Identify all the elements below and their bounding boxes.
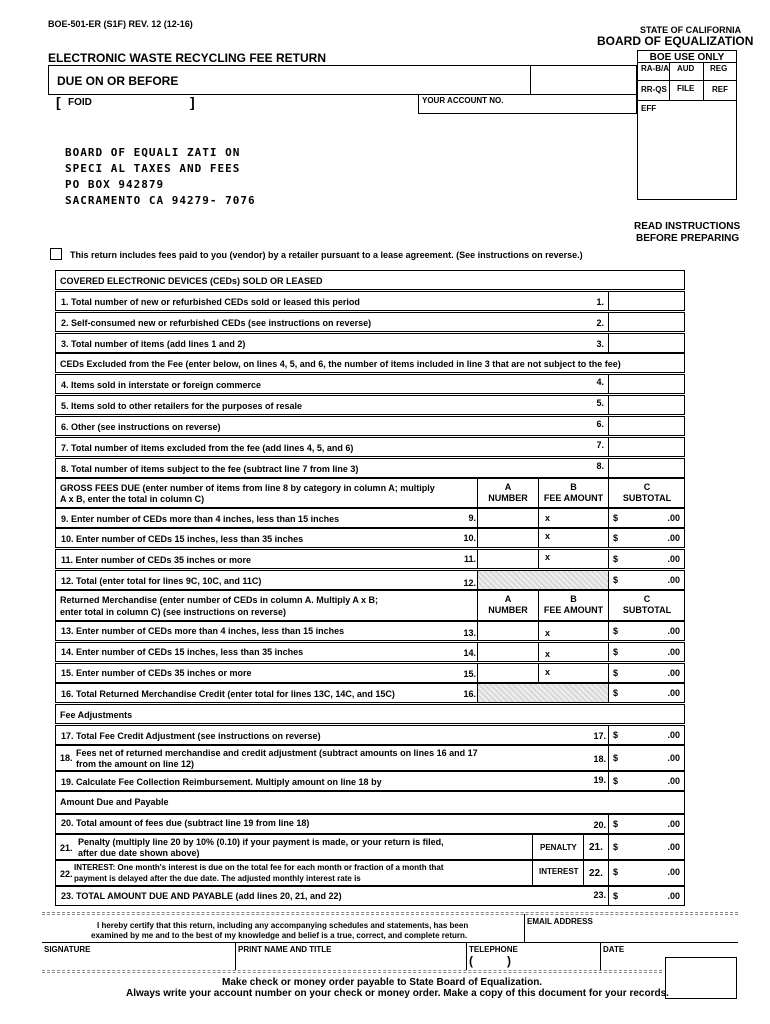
gross-header-rest: (enter number of items from line 8 by category in column A; multiply xyxy=(140,483,435,493)
line-14c-input[interactable] xyxy=(608,642,685,662)
line-16-amount: .00 xyxy=(667,688,680,698)
line-10-amount: .00 xyxy=(667,533,680,543)
lease-checkbox[interactable] xyxy=(50,248,62,260)
line-9-row xyxy=(55,508,478,528)
line-23-dollar: $ xyxy=(613,891,619,901)
line-8-row xyxy=(55,458,609,478)
gross-header-line2: A x B, enter the total in column C) xyxy=(60,494,205,504)
line-18-amount: .00 xyxy=(667,753,680,763)
line-15-text: 15. Enter number of CEDs 35 inches or more xyxy=(61,668,252,678)
line-21-input[interactable] xyxy=(608,834,685,860)
line-13-amount: .00 xyxy=(667,626,680,636)
line-15-x: x xyxy=(545,667,551,677)
phone-close-paren: ) xyxy=(507,954,511,968)
boe-cell-aud: AUD xyxy=(677,64,695,73)
returned-header-line2: enter total in column C) (see instructions on reverse) xyxy=(60,607,287,617)
line-19-amount: .00 xyxy=(667,776,680,786)
line-20-input[interactable] xyxy=(608,814,685,834)
footer-line1: Make check or money order payable to State Board of Equalization. xyxy=(222,977,543,988)
line-16-num: 16. xyxy=(463,689,476,699)
line-12-shaded xyxy=(477,570,609,590)
line-7-num: 7. xyxy=(596,440,604,450)
line-18-num: 18. xyxy=(593,754,606,764)
line-13a-input[interactable] xyxy=(477,621,539,641)
line-15b-cell xyxy=(538,663,609,683)
line-18-line1: Fees net of returned merchandise and credit adjustment (subtract amounts on lines 16 and 17 xyxy=(76,748,478,758)
line-18-line2: from the amount on line 12) xyxy=(76,759,195,769)
line-16c-input[interactable] xyxy=(608,683,685,703)
line-1-num: 1. xyxy=(596,297,604,307)
address-line-2: SPECI AL TAXES AND FEES xyxy=(65,162,241,175)
boe-cell-rrqs: RR-QS xyxy=(641,85,667,94)
email-label: EMAIL ADDRESS xyxy=(527,917,593,926)
line-17-input[interactable] xyxy=(608,725,685,745)
covered-header: COVERED ELECTRONIC DEVICES (CEDs) SOLD OR LEASED xyxy=(60,276,323,286)
line-12-num: 12. xyxy=(463,578,476,588)
line-3-num: 3. xyxy=(596,339,604,349)
line-22-row xyxy=(55,860,533,886)
address-line-4: SACRAMENTO CA 94279- 7076 xyxy=(65,194,256,207)
line-1-input[interactable] xyxy=(608,291,685,311)
line-11-x: x xyxy=(545,552,551,562)
excluded-header: CEDs Excluded from the Fee (enter below, on lines 4, 5, and 6, the number of items included in line 3 that are not subject to the fee) xyxy=(60,359,621,369)
interest-rate-cell[interactable] xyxy=(532,860,584,886)
returned-header-line1: Returned Merchandise (enter number of CEDs in column A. Multiply A x B; xyxy=(60,595,379,605)
line-12c-input[interactable] xyxy=(608,570,685,590)
line-13-x: x xyxy=(545,628,551,638)
line-1-row xyxy=(55,291,609,311)
line-11-dollar: $ xyxy=(613,554,619,564)
interest-label: INTEREST xyxy=(539,867,579,876)
form-id: BOE-501-ER (S1F) REV. 12 (12-16) xyxy=(48,19,193,29)
line-11c-input[interactable] xyxy=(608,549,685,569)
phone-open-paren: ( xyxy=(469,954,473,968)
amount-due-header: Amount Due and Payable xyxy=(60,797,169,807)
telephone-field[interactable] xyxy=(476,954,600,970)
line-17-amount: .00 xyxy=(667,730,680,740)
gross-col-b-letter: B xyxy=(570,482,577,492)
line-19-dollar: $ xyxy=(613,776,619,786)
penalty-label: PENALTY xyxy=(540,843,577,852)
line-14-x: x xyxy=(545,649,551,659)
line-14a-input[interactable] xyxy=(477,642,539,662)
line-22-amount: .00 xyxy=(667,867,680,877)
line-10-dollar: $ xyxy=(613,533,619,543)
line-11a-input[interactable] xyxy=(477,549,539,569)
telephone-label: TELEPHONE xyxy=(469,945,518,954)
line-9-dollar: $ xyxy=(613,513,619,523)
line-10a-input[interactable] xyxy=(477,528,539,548)
line-10-x: x xyxy=(545,531,551,541)
email-field[interactable] xyxy=(524,926,736,942)
line-14-num: 14. xyxy=(463,648,476,658)
read-instructions-1: READ INSTRUCTIONS xyxy=(634,221,741,232)
line-20-dollar: $ xyxy=(613,819,619,829)
line-5-input[interactable] xyxy=(608,395,685,415)
line-23-row xyxy=(55,886,609,906)
line-15-dollar: $ xyxy=(613,668,619,678)
line-16-shaded xyxy=(477,683,609,703)
gross-col-c-label: SUBTOTAL xyxy=(622,493,672,503)
gross-col-a-label: NUMBER xyxy=(488,493,528,503)
line-4-input[interactable] xyxy=(608,374,685,394)
line-3-row xyxy=(55,333,609,353)
line-2-num: 2. xyxy=(596,318,604,328)
line-8-num: 8. xyxy=(596,461,604,471)
line-18-dollar: $ xyxy=(613,753,619,763)
returned-col-b-label: FEE AMOUNT xyxy=(543,605,604,615)
gross-col-a-letter: A xyxy=(504,482,512,492)
line-4-row xyxy=(55,374,609,394)
line-21-num: 21. xyxy=(589,842,603,853)
account-number-field[interactable] xyxy=(418,94,637,114)
signature-field[interactable] xyxy=(42,954,235,970)
line-6-row xyxy=(55,416,609,436)
line-19-row xyxy=(55,771,609,791)
gross-col-c-letter: C xyxy=(643,482,651,492)
stamp-box xyxy=(665,957,737,999)
line-6-input[interactable] xyxy=(608,416,685,436)
gross-header-line1 xyxy=(60,483,435,493)
line-2-text: 2. Self-consumed new or refurbished CEDs (see instructions on reverse) xyxy=(61,318,372,328)
line-7-input[interactable] xyxy=(608,437,685,457)
returned-col-c-letter: C xyxy=(643,594,651,604)
line-23-amount: .00 xyxy=(667,891,680,901)
line-9a-input[interactable] xyxy=(477,508,539,528)
line-4-num: 4. xyxy=(596,377,604,387)
line-12-text: 12. Total (enter total for lines 9C, 10C, and 11C) xyxy=(61,576,262,586)
line-9b-cell xyxy=(538,508,609,528)
print-name-field[interactable] xyxy=(236,954,466,970)
line-6-text: 6. Other (see instructions on reverse) xyxy=(61,422,221,432)
due-date-field[interactable] xyxy=(530,65,637,95)
date-label: DATE xyxy=(603,945,625,954)
line-13b-cell xyxy=(538,621,609,641)
lease-note: This return includes fees paid to you (vendor) by a retailer pursuant to a lease agreement. (See instructions on reverse.) xyxy=(70,250,583,260)
boe-cell-eff: EFF xyxy=(641,104,657,113)
agency-name: BOARD OF EQUALIZATION xyxy=(597,34,754,48)
covered-header-row xyxy=(55,270,685,290)
line-22-dollar: $ xyxy=(613,867,619,877)
line-20-num: 20. xyxy=(593,820,606,830)
line-23-input[interactable] xyxy=(608,886,685,906)
state-label: STATE OF CALIFORNIA xyxy=(640,25,742,35)
address-line-1: BOARD OF EQUALI ZATI ON xyxy=(65,146,241,159)
line-22-line2: payment is delayed after the due date. The adjusted monthly interest rate is xyxy=(74,874,361,883)
line-17-dollar: $ xyxy=(613,730,619,740)
line-18-row xyxy=(55,745,609,771)
line-14-text: 14. Enter number of CEDs 15 inches, less than 35 inches xyxy=(61,647,304,657)
line-19-num: 19. xyxy=(593,775,606,785)
line-5-num: 5. xyxy=(596,398,604,408)
line-10-row xyxy=(55,528,478,548)
line-14-amount: .00 xyxy=(667,647,680,657)
bracket-close: ] xyxy=(190,94,195,110)
line-9c-input[interactable] xyxy=(608,508,685,528)
line-16-dollar: $ xyxy=(613,688,619,698)
line-9-text: 9. Enter number of CEDs more than 4 inches, less than 15 inches xyxy=(61,514,340,524)
line-2-row xyxy=(55,312,609,332)
boe-cell-file: FILE xyxy=(677,84,695,93)
due-label: DUE ON OR BEFORE xyxy=(57,74,179,88)
line-12-row xyxy=(55,570,478,590)
read-instructions-2: BEFORE PREPARING xyxy=(636,233,740,244)
line-5-row xyxy=(55,395,609,415)
line-17-num: 17. xyxy=(593,731,606,741)
line-21-dollar: $ xyxy=(613,842,619,852)
line-4-text: 4. Items sold in interstate or foreign commerce xyxy=(61,380,262,390)
foid-label: FOID xyxy=(68,97,92,108)
line-10b-cell xyxy=(538,528,609,548)
line-11-text: 11. Enter number of CEDs 35 inches or more xyxy=(61,555,252,565)
boe-use-title: BOE USE ONLY xyxy=(649,52,725,63)
line-7-row xyxy=(55,437,609,457)
gross-col-b-label: FEE AMOUNT xyxy=(543,493,604,503)
line-13-row xyxy=(55,621,478,641)
line-13-dollar: $ xyxy=(613,626,619,636)
line-21-line2: after due date shown above) xyxy=(78,848,200,858)
bracket-open: [ xyxy=(56,94,61,110)
line-11b-cell xyxy=(538,549,609,569)
line-8-input[interactable] xyxy=(608,458,685,478)
line-2-input[interactable] xyxy=(608,312,685,332)
account-label: YOUR ACCOUNT NO. xyxy=(422,96,504,105)
returned-col-c-label: SUBTOTAL xyxy=(622,605,672,615)
certify-line2: examined by me and to the best of my knowledge and belief is a true, correct, and complete return. xyxy=(91,931,468,940)
line-20-row xyxy=(55,814,609,834)
footer-line2: Always write your account number on your check or money order. Make a copy of this document for your records. xyxy=(126,988,669,999)
line-18-pre: 18. xyxy=(60,753,73,763)
certify-line1: I hereby certify that this return, including any accompanying schedules and statements, has been xyxy=(97,921,469,930)
line-14-row xyxy=(55,642,478,662)
excluded-header-row xyxy=(55,353,685,373)
line-1-text: 1. Total number of new or refurbished CEDs sold or leased this period xyxy=(61,297,360,307)
line-21-pre: 21. xyxy=(60,843,73,853)
line-19-input[interactable] xyxy=(608,771,685,791)
line-15-num: 15. xyxy=(463,669,476,679)
line-22-input[interactable] xyxy=(608,860,685,886)
gross-header-bold: GROSS FEES DUE xyxy=(60,483,141,493)
date-field[interactable] xyxy=(601,954,659,970)
address-line-3: PO BOX 942879 xyxy=(65,178,165,191)
line-16-text: 16. Total Returned Merchandise Credit (enter total for lines 13C, 14C, and 15C) xyxy=(61,689,395,699)
line-22-line1: INTEREST: One month's interest is due on the total fee for each month or fraction of a month that xyxy=(74,863,444,872)
penalty-rate-cell xyxy=(532,834,584,860)
line-16-row xyxy=(55,683,478,703)
line-13-num: 13. xyxy=(463,628,476,638)
line-9-amount: .00 xyxy=(667,513,680,523)
line-14-dollar: $ xyxy=(613,647,619,657)
returned-col-a-label: NUMBER xyxy=(488,605,528,615)
boe-cell-ref: REF xyxy=(712,85,728,94)
line-14b-cell xyxy=(538,642,609,662)
line-20-amount: .00 xyxy=(667,819,680,829)
boe-cell-rab: RA-B/A xyxy=(641,64,669,73)
fee-adj-header-row xyxy=(55,704,685,724)
line-10-text: 10. Enter number of CEDs 15 inches, less than 35 inches xyxy=(61,534,304,544)
line-11-amount: .00 xyxy=(667,554,680,564)
form-title: ELECTRONIC WASTE RECYCLING FEE RETURN xyxy=(48,51,327,65)
line-3-text: 3. Total number of items (add lines 1 and 2) xyxy=(61,339,246,349)
due-date-box[interactable] xyxy=(48,65,531,95)
boe-cell-reg: REG xyxy=(710,64,728,73)
line-3-input[interactable] xyxy=(608,333,685,353)
line-10-num: 10. xyxy=(463,533,476,543)
line-23-num: 23. xyxy=(593,890,606,900)
line-13c-input[interactable] xyxy=(608,621,685,641)
line-12-amount: .00 xyxy=(667,575,680,585)
line-21-line1: Penalty (multiply line 20 by 10% (0.10) if your payment is made, or your return is filed, xyxy=(78,837,444,847)
line-22-pre: 22. xyxy=(60,869,73,879)
line-12-dollar: $ xyxy=(613,575,619,585)
returned-col-a-letter: A xyxy=(504,594,512,604)
line-23-text: 23. TOTAL AMOUNT DUE AND PAYABLE (add lines 20, 21, and 22) xyxy=(61,891,342,901)
line-15-amount: .00 xyxy=(667,668,680,678)
line-7-text: 7. Total number of items excluded from the fee (add lines 4, 5, and 6) xyxy=(61,443,354,453)
line-13-text: 13. Enter number of CEDs more than 4 inches, less than 15 inches xyxy=(61,626,345,636)
line-11-row xyxy=(55,549,478,569)
print-name-label: PRINT NAME AND TITLE xyxy=(238,945,332,954)
line-15c-input[interactable] xyxy=(608,663,685,683)
line-17-row xyxy=(55,725,609,745)
line-18-input[interactable] xyxy=(608,745,685,771)
amount-due-header-row xyxy=(55,791,685,814)
line-6-num: 6. xyxy=(596,419,604,429)
line-19-text: 19. Calculate Fee Collection Reimbursement. Multiply amount on line 18 by xyxy=(61,777,382,787)
line-9-num: 9. xyxy=(468,513,476,523)
line-22-num-cell xyxy=(583,860,609,886)
line-9-x: x xyxy=(545,513,551,523)
line-5-text: 5. Items sold to other retailers for the purposes of resale xyxy=(61,401,303,411)
line-21-row xyxy=(55,834,533,860)
line-10c-input[interactable] xyxy=(608,528,685,548)
returned-col-b-letter: B xyxy=(570,594,577,604)
line-21-amount: .00 xyxy=(667,842,680,852)
line-22-num: 22. xyxy=(589,868,603,879)
line-8-text: 8. Total number of items subject to the fee (subtract line 7 from line 3) xyxy=(61,464,359,474)
line-15a-input[interactable] xyxy=(477,663,539,683)
line-15-row xyxy=(55,663,478,683)
line-20-text: 20. Total amount of fees due (subtract line 19 from line 18) xyxy=(61,818,310,828)
signature-label: SIGNATURE xyxy=(44,945,91,954)
line-11-num: 11. xyxy=(463,554,476,564)
line-21-num-cell xyxy=(583,834,609,860)
line-17-text: 17. Total Fee Credit Adjustment (see instructions on reverse) xyxy=(61,731,321,741)
fee-adj-header: Fee Adjustments xyxy=(60,710,133,720)
